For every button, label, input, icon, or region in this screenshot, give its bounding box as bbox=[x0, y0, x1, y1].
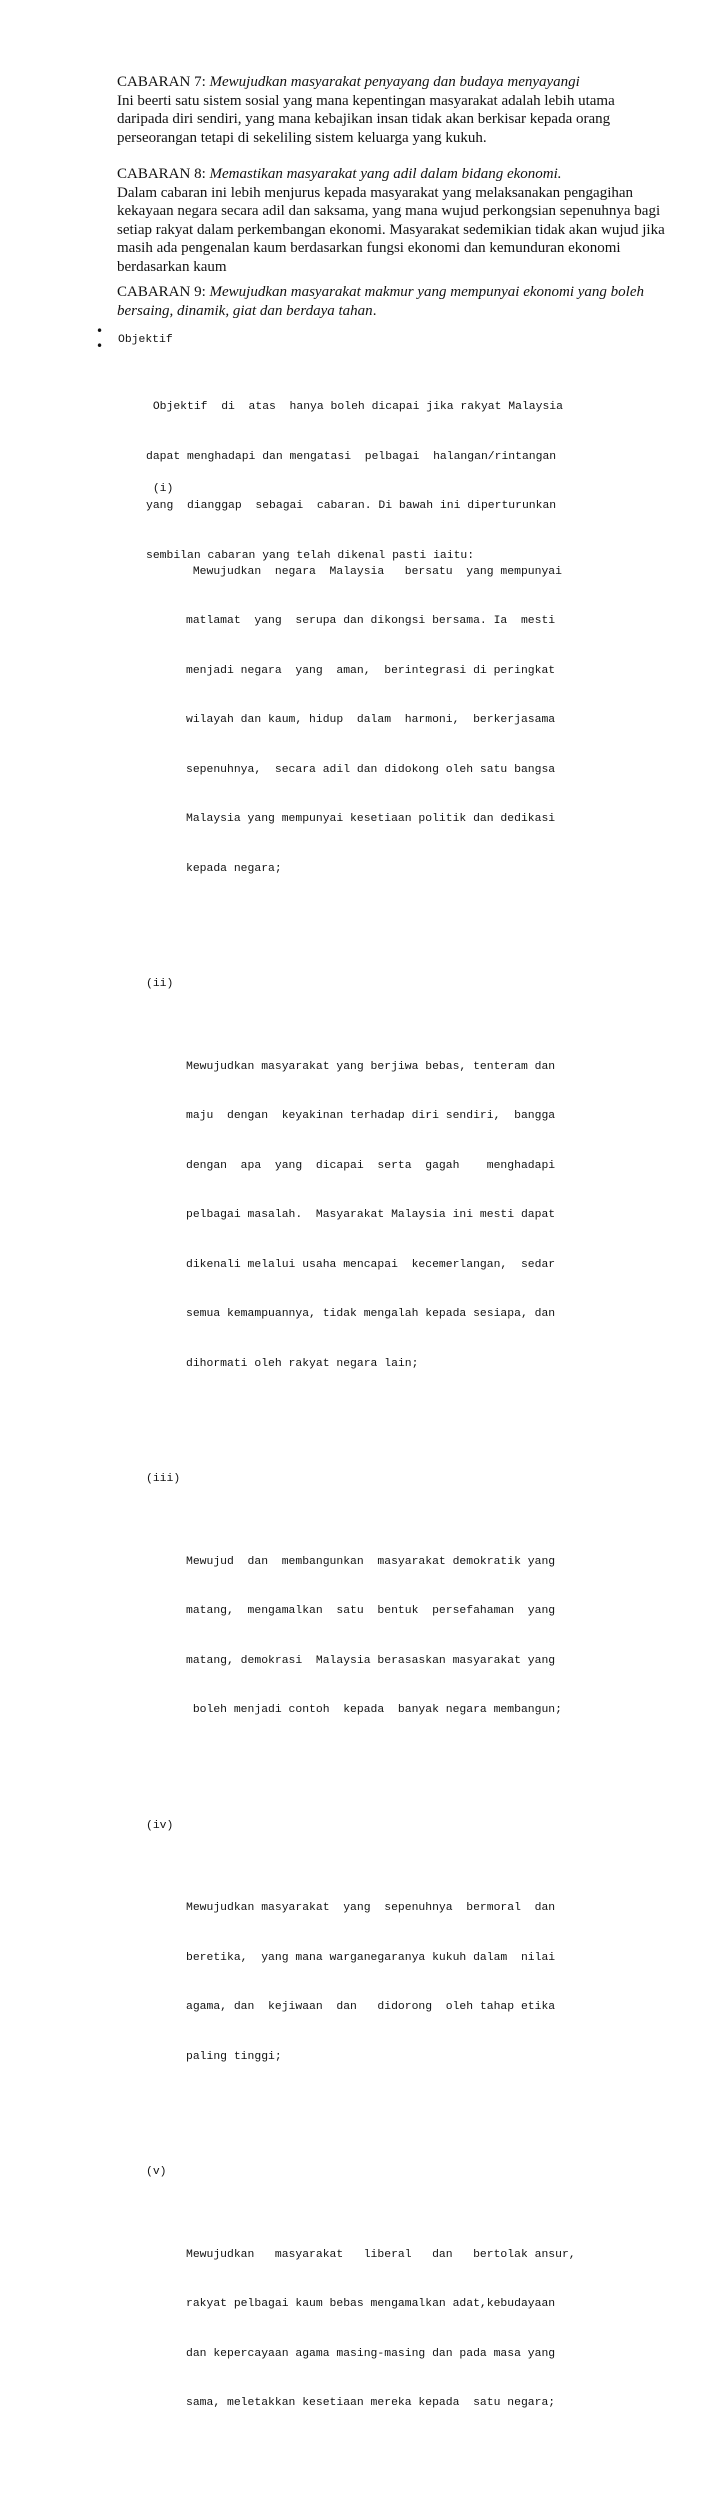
cabaran-9-title: Mewujudkan masyarakat makmur yang mempunyai ekonomi yang boleh bbox=[209, 284, 645, 300]
cabaran-8-body-line: masih ada pengenalan kaum berdasarkan fungsi ekonomi dan kemunduran ekonomi bbox=[117, 240, 621, 257]
objektif-list bbox=[146, 448, 576, 2494]
list-item-line: Malaysia yang mempunyai kesetiaan politik dan dedikasi bbox=[186, 813, 556, 825]
list-item-line: sepenuhnya, secara adil dan didokong oleh satu bangsa bbox=[186, 763, 556, 776]
list-item-line: pelbagai masalah. Masyarakat Malaysia ini mesti dapat bbox=[186, 1209, 556, 1221]
list-item-line: wilayah dan kaum, hidup dalam harmoni, berkerjasama bbox=[186, 714, 556, 726]
bullet-marker: • bbox=[96, 339, 104, 353]
cabaran-8-title: Memastikan masyarakat yang adil dalam bidang ekonomi. bbox=[209, 166, 562, 182]
list-item-number: (v) bbox=[146, 2166, 167, 2178]
list-item-number: (ii) bbox=[146, 978, 174, 990]
cabaran-7-section bbox=[117, 73, 677, 147]
bullet-marker: • bbox=[96, 324, 104, 338]
cabaran-9-heading bbox=[117, 283, 677, 302]
list-item bbox=[146, 481, 576, 943]
cabaran-7-body-line: perseorangan tetapi di sekeliling sistem keluarga yang kukuh. bbox=[117, 129, 487, 146]
list-item-line: matlamat yang serupa dan dikongsi bersama. Ia mesti bbox=[186, 615, 556, 627]
objektif-title: Objektif bbox=[118, 334, 173, 346]
list-item-line: menjadi negara yang aman, berintegrasi di peringkat bbox=[186, 664, 556, 677]
list-item-number: (iii) bbox=[146, 1473, 181, 1485]
cabaran-8-label: CABARAN 8: bbox=[117, 166, 206, 182]
list-item-line: Mewujudkan masyarakat yang sepenuhnya bermoral dan bbox=[186, 1902, 556, 1914]
cabaran-9-heading-end: . bbox=[372, 302, 377, 319]
list-item-line: Mewujud dan membangunkan masyarakat demokratik yang bbox=[186, 1555, 556, 1568]
list-item-line: agama, dan kejiwaan dan didorong oleh tahap etika bbox=[186, 2001, 556, 2013]
list-item-line: beretika, yang mana warganegaranya kukuh dalam nilai bbox=[186, 1951, 556, 1964]
cabaran-9-title-cont: bersaing, dinamik, giat dan berdaya tahan bbox=[117, 302, 373, 319]
list-item-number: (i) bbox=[146, 483, 174, 495]
list-item-line: dikenali melalui usaha mencapai kecemerlangan, sedar bbox=[186, 1258, 556, 1271]
cabaran-9-section bbox=[117, 283, 677, 320]
intro-line: yang dianggap sebagai cabaran. Di bawah ini diperturunkan bbox=[146, 500, 557, 512]
intro-line: dapat menghadapi dan mengatasi pelbagai halangan/rintangan bbox=[146, 450, 557, 463]
list-item-line: Mewujudkan masyarakat yang berjiwa bebas, tenteram dan bbox=[186, 1060, 556, 1073]
list-item-number: (iv) bbox=[146, 1819, 174, 1832]
list-item bbox=[146, 1471, 576, 1785]
cabaran-9-label: CABARAN 9: bbox=[117, 284, 206, 300]
list-item-line: sama, meletakkan kesetiaan mereka kepada satu negara; bbox=[186, 2397, 556, 2409]
list-item-line: matang, demokrasi Malaysia berasaskan masyarakat yang bbox=[186, 1654, 556, 1667]
cabaran-8-body-line: Dalam cabaran ini lebih menjurus kepada masyarakat yang melaksanakan pengagihan bbox=[117, 184, 634, 201]
list-item-line: Mewujudkan negara Malaysia bersatu yang mempunyai bbox=[186, 565, 562, 578]
list-item-line: matang, mengamalkan satu bentuk persefahaman yang bbox=[186, 1605, 556, 1617]
cabaran-8-heading bbox=[117, 165, 677, 184]
list-item bbox=[146, 1818, 576, 2132]
list-item-line: paling tinggi; bbox=[186, 2050, 282, 2063]
list-item-line: dihormati oleh rakyat negara lain; bbox=[186, 1357, 419, 1370]
list-item bbox=[146, 976, 576, 1438]
list-item-line: rakyat pelbagai kaum bebas mengamalkan adat,kebudayaan bbox=[186, 2298, 556, 2310]
cabaran-8-body-line: berdasarkan kaum bbox=[117, 258, 227, 275]
cabaran-9-heading-cont bbox=[117, 302, 677, 321]
cabaran-8-body-line: kekayaan negara secara adil dan saksama, yang mana wujud perkongsian sepenuhnya bagi bbox=[117, 203, 661, 220]
cabaran-7-body-line: Ini beerti satu sistem sosial yang mana kepentingan masyarakat adalah lebih utama bbox=[117, 92, 615, 109]
cabaran-7-label: CABARAN 7: bbox=[117, 74, 206, 90]
list-item bbox=[146, 2164, 576, 2478]
cabaran-7-body-line: daripada diri sendiri, yang mana kebajikan insan tidak akan berkisar kepada orang bbox=[117, 111, 611, 128]
list-item-line: kepada negara; bbox=[186, 862, 282, 875]
list-item-line: maju dengan keyakinan terhadap diri sendiri, bangga bbox=[186, 1110, 556, 1122]
cabaran-7-heading bbox=[117, 73, 677, 92]
cabaran-8-section bbox=[117, 165, 677, 277]
cabaran-8-body-line: setiap rakyat dalam perkembangan ekonomi. Masyarakat sedemikian tidak akan wujud jika bbox=[117, 221, 665, 238]
intro-line: sembilan cabaran yang telah dikenal pasti iaitu: bbox=[146, 549, 475, 562]
cabaran-7-title: Mewujudkan masyarakat penyayang dan budaya menyayangi bbox=[209, 74, 580, 90]
list-item-line: semua kemampuannya, tidak mengalah kepada sesiapa, dan bbox=[186, 1308, 556, 1320]
intro-line: Objektif di atas hanya boleh dicapai jika rakyat Malaysia bbox=[146, 401, 563, 413]
list-item-line: dan kepercayaan agama masing-masing dan pada masa yang bbox=[186, 2347, 556, 2360]
list-item-line: boleh menjadi contoh kepada banyak negara membangun; bbox=[186, 1704, 562, 1716]
list-item-line: dengan apa yang dicapai serta gagah menghadapi bbox=[186, 1159, 556, 1172]
list-item-line: Mewujudkan masyarakat liberal dan bertolak ansur, bbox=[186, 2248, 576, 2261]
